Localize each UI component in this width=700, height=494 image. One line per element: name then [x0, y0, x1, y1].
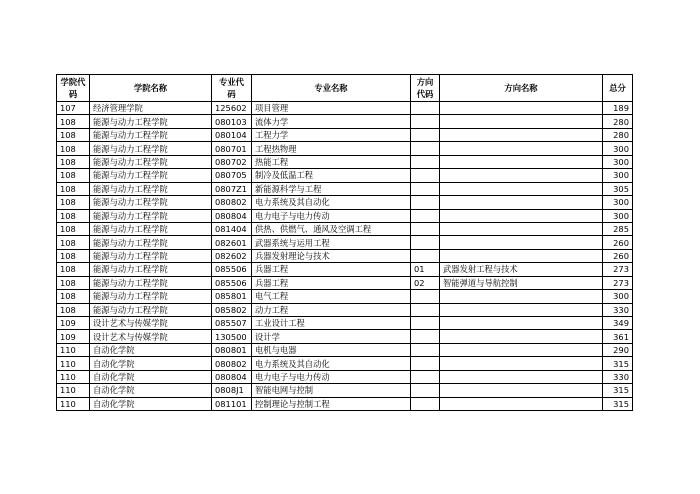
cell-major-name: 电气工程 — [252, 290, 411, 303]
table-row — [57, 142, 633, 155]
cell-major-name: 制冷及低温工程 — [252, 169, 411, 182]
cell-major-code: 0808J1 — [212, 384, 252, 397]
cell-major-name: 武器系统与运用工程 — [252, 236, 411, 249]
cell-college-name: 设计艺术与传媒学院 — [90, 317, 212, 330]
cell-college-code: 108 — [57, 222, 90, 235]
cell-direction-name — [440, 317, 603, 330]
table-row — [57, 196, 633, 209]
cell-direction-name — [440, 303, 603, 316]
header-major-name: 专业名称 — [252, 75, 411, 102]
cell-major-name: 流体力学 — [252, 115, 411, 128]
cell-direction-name — [440, 384, 603, 397]
cell-major-name: 控制理论与控制工程 — [252, 397, 411, 410]
cell-college-code: 110 — [57, 343, 90, 356]
cell-total: 280 — [603, 128, 633, 141]
cell-major-code: 080705 — [212, 169, 252, 182]
cell-college-name: 能源与动力工程学院 — [90, 142, 212, 155]
cell-college-code: 108 — [57, 182, 90, 195]
cell-total: 361 — [603, 330, 633, 343]
cell-direction-code — [411, 155, 440, 168]
cell-major-name: 项目管理 — [252, 102, 411, 115]
table-row — [57, 290, 633, 303]
cell-direction-name — [440, 169, 603, 182]
cell-direction-code — [411, 303, 440, 316]
cell-major-name: 电机与电器 — [252, 343, 411, 356]
cell-college-code: 109 — [57, 330, 90, 343]
cell-major-name: 兵器发射理论与技术 — [252, 249, 411, 262]
cell-total: 300 — [603, 155, 633, 168]
cell-college-code: 108 — [57, 236, 90, 249]
cell-major-code: 080804 — [212, 370, 252, 383]
table-row — [57, 128, 633, 141]
header-direction-name: 方向名称 — [440, 75, 603, 102]
cell-total: 260 — [603, 236, 633, 249]
cell-major-code: 080801 — [212, 343, 252, 356]
cell-college-name: 能源与动力工程学院 — [90, 303, 212, 316]
cell-total: 300 — [603, 196, 633, 209]
cell-direction-code: 02 — [411, 276, 440, 289]
cell-college-name: 设计艺术与传媒学院 — [90, 330, 212, 343]
cell-direction-code — [411, 128, 440, 141]
cell-total: 315 — [603, 357, 633, 370]
cell-direction-code — [411, 357, 440, 370]
cell-total: 349 — [603, 317, 633, 330]
cell-major-name: 电力系统及其自动化 — [252, 357, 411, 370]
cell-major-code: 080103 — [212, 115, 252, 128]
cell-direction-name — [440, 290, 603, 303]
cell-direction-code — [411, 384, 440, 397]
header-row — [57, 75, 633, 102]
cell-direction-code — [411, 169, 440, 182]
cell-major-name: 工程热物理 — [252, 142, 411, 155]
cell-major-name: 电力电子与电力传动 — [252, 209, 411, 222]
cell-college-name: 能源与动力工程学院 — [90, 155, 212, 168]
cell-major-name: 电力系统及其自动化 — [252, 196, 411, 209]
table-row — [57, 102, 633, 115]
cell-direction-code — [411, 209, 440, 222]
cell-total: 300 — [603, 209, 633, 222]
cell-major-name: 热能工程 — [252, 155, 411, 168]
cell-college-name: 能源与动力工程学院 — [90, 196, 212, 209]
cell-college-code: 108 — [57, 155, 90, 168]
cell-direction-code — [411, 196, 440, 209]
header-college-code: 学院代码 — [57, 75, 90, 102]
header-total: 总分 — [603, 75, 633, 102]
cell-total: 330 — [603, 370, 633, 383]
cell-direction-code — [411, 317, 440, 330]
cell-major-code: 080702 — [212, 155, 252, 168]
table-row — [57, 357, 633, 370]
cell-college-name: 能源与动力工程学院 — [90, 115, 212, 128]
cell-major-name: 工业设计工程 — [252, 317, 411, 330]
cell-total: 315 — [603, 384, 633, 397]
table-row — [57, 263, 633, 276]
cell-direction-code — [411, 330, 440, 343]
cell-major-code: 0807Z1 — [212, 182, 252, 195]
cell-total: 273 — [603, 263, 633, 276]
table-row — [57, 317, 633, 330]
cell-direction-name — [440, 249, 603, 262]
cell-direction-name — [440, 142, 603, 155]
cell-major-name: 动力工程 — [252, 303, 411, 316]
cell-total: 189 — [603, 102, 633, 115]
cell-direction-name — [440, 155, 603, 168]
cell-major-code: 080802 — [212, 196, 252, 209]
cell-college-code: 108 — [57, 303, 90, 316]
cell-college-name: 自动化学院 — [90, 343, 212, 356]
cell-direction-code — [411, 222, 440, 235]
cell-major-code: 085507 — [212, 317, 252, 330]
cell-major-code: 130500 — [212, 330, 252, 343]
cell-major-name: 兵器工程 — [252, 263, 411, 276]
cell-direction-name — [440, 115, 603, 128]
cell-college-name: 能源与动力工程学院 — [90, 209, 212, 222]
cell-direction-name — [440, 357, 603, 370]
cell-direction-code — [411, 370, 440, 383]
cell-major-code: 125602 — [212, 102, 252, 115]
cell-total: 273 — [603, 276, 633, 289]
cell-major-name: 工程力学 — [252, 128, 411, 141]
cell-college-code: 108 — [57, 169, 90, 182]
cell-college-code: 108 — [57, 263, 90, 276]
cell-direction-code — [411, 249, 440, 262]
table-row — [57, 397, 633, 410]
cell-college-name: 能源与动力工程学院 — [90, 128, 212, 141]
cell-college-name: 能源与动力工程学院 — [90, 222, 212, 235]
table-row — [57, 370, 633, 383]
cell-college-code: 108 — [57, 196, 90, 209]
cell-major-name: 兵器工程 — [252, 276, 411, 289]
cell-college-name: 能源与动力工程学院 — [90, 263, 212, 276]
cell-direction-name — [440, 102, 603, 115]
cell-total: 285 — [603, 222, 633, 235]
table-row — [57, 222, 633, 235]
cell-major-name: 新能源科学与工程 — [252, 182, 411, 195]
cell-major-name: 设计学 — [252, 330, 411, 343]
cell-major-code: 082602 — [212, 249, 252, 262]
cell-direction-name — [440, 196, 603, 209]
cell-direction-code: 01 — [411, 263, 440, 276]
cell-total: 280 — [603, 115, 633, 128]
cell-direction-name — [440, 330, 603, 343]
cell-direction-name: 武器发射工程与技术 — [440, 263, 603, 276]
cell-direction-name — [440, 370, 603, 383]
cell-direction-code — [411, 182, 440, 195]
cell-college-code: 110 — [57, 397, 90, 410]
cell-major-code: 080701 — [212, 142, 252, 155]
table-row — [57, 249, 633, 262]
cell-total: 260 — [603, 249, 633, 262]
cell-direction-name — [440, 182, 603, 195]
cell-college-name: 自动化学院 — [90, 384, 212, 397]
table-row — [57, 155, 633, 168]
cell-total: 330 — [603, 303, 633, 316]
cell-college-name: 经济管理学院 — [90, 102, 212, 115]
table-row — [57, 330, 633, 343]
cell-college-name: 能源与动力工程学院 — [90, 276, 212, 289]
header-college-name: 学院名称 — [90, 75, 212, 102]
cell-direction-name — [440, 128, 603, 141]
table-row — [57, 236, 633, 249]
cell-direction-code — [411, 290, 440, 303]
cell-direction-name: 智能弹道与导航控制 — [440, 276, 603, 289]
cell-college-name: 能源与动力工程学院 — [90, 236, 212, 249]
cell-direction-name — [440, 343, 603, 356]
cell-major-name: 电力电子与电力传动 — [252, 370, 411, 383]
cell-college-code: 107 — [57, 102, 90, 115]
table-row — [57, 182, 633, 195]
cell-total: 300 — [603, 290, 633, 303]
cell-major-code: 081404 — [212, 222, 252, 235]
cell-college-code: 108 — [57, 142, 90, 155]
cell-major-code: 080104 — [212, 128, 252, 141]
cell-college-name: 自动化学院 — [90, 397, 212, 410]
cell-major-code: 085801 — [212, 290, 252, 303]
header-major-code: 专业代码 — [212, 75, 252, 102]
cell-direction-code — [411, 343, 440, 356]
cell-total: 300 — [603, 142, 633, 155]
cell-college-code: 110 — [57, 384, 90, 397]
table-row — [57, 169, 633, 182]
cell-college-code: 108 — [57, 290, 90, 303]
cell-total: 305 — [603, 182, 633, 195]
table-row — [57, 303, 633, 316]
cell-direction-code — [411, 236, 440, 249]
cell-major-name: 智能电网与控制 — [252, 384, 411, 397]
cell-college-name: 能源与动力工程学院 — [90, 182, 212, 195]
cell-college-code: 108 — [57, 115, 90, 128]
cell-major-code: 080802 — [212, 357, 252, 370]
cell-college-name: 能源与动力工程学院 — [90, 249, 212, 262]
cell-major-code: 085802 — [212, 303, 252, 316]
cell-college-code: 109 — [57, 317, 90, 330]
table-row — [57, 115, 633, 128]
table-row — [57, 209, 633, 222]
cell-direction-name — [440, 209, 603, 222]
cell-college-name: 能源与动力工程学院 — [90, 169, 212, 182]
cell-major-code: 085506 — [212, 263, 252, 276]
table-row — [57, 276, 633, 289]
cell-major-code: 085506 — [212, 276, 252, 289]
cell-college-code: 110 — [57, 370, 90, 383]
cell-major-code: 080804 — [212, 209, 252, 222]
header-direction-code: 方向代码 — [411, 75, 440, 102]
table-row — [57, 384, 633, 397]
cell-college-code: 108 — [57, 128, 90, 141]
cell-total: 290 — [603, 343, 633, 356]
cell-college-name: 自动化学院 — [90, 370, 212, 383]
cell-direction-code — [411, 115, 440, 128]
cell-major-code: 081101 — [212, 397, 252, 410]
cell-college-code: 108 — [57, 249, 90, 262]
cell-college-name: 自动化学院 — [90, 357, 212, 370]
table-body — [57, 102, 633, 411]
cell-total: 315 — [603, 397, 633, 410]
cell-college-code: 108 — [57, 209, 90, 222]
cell-direction-name — [440, 397, 603, 410]
cell-direction-code — [411, 102, 440, 115]
cell-college-code: 108 — [57, 276, 90, 289]
score-table — [56, 74, 633, 411]
cell-direction-code — [411, 397, 440, 410]
cell-major-name: 供热、供燃气、通风及空调工程 — [252, 222, 411, 235]
cell-college-name: 能源与动力工程学院 — [90, 290, 212, 303]
cell-direction-name — [440, 222, 603, 235]
cell-major-code: 082601 — [212, 236, 252, 249]
cell-college-code: 110 — [57, 357, 90, 370]
cell-direction-name — [440, 236, 603, 249]
cell-total: 300 — [603, 169, 633, 182]
table-row — [57, 343, 633, 356]
cell-direction-code — [411, 142, 440, 155]
